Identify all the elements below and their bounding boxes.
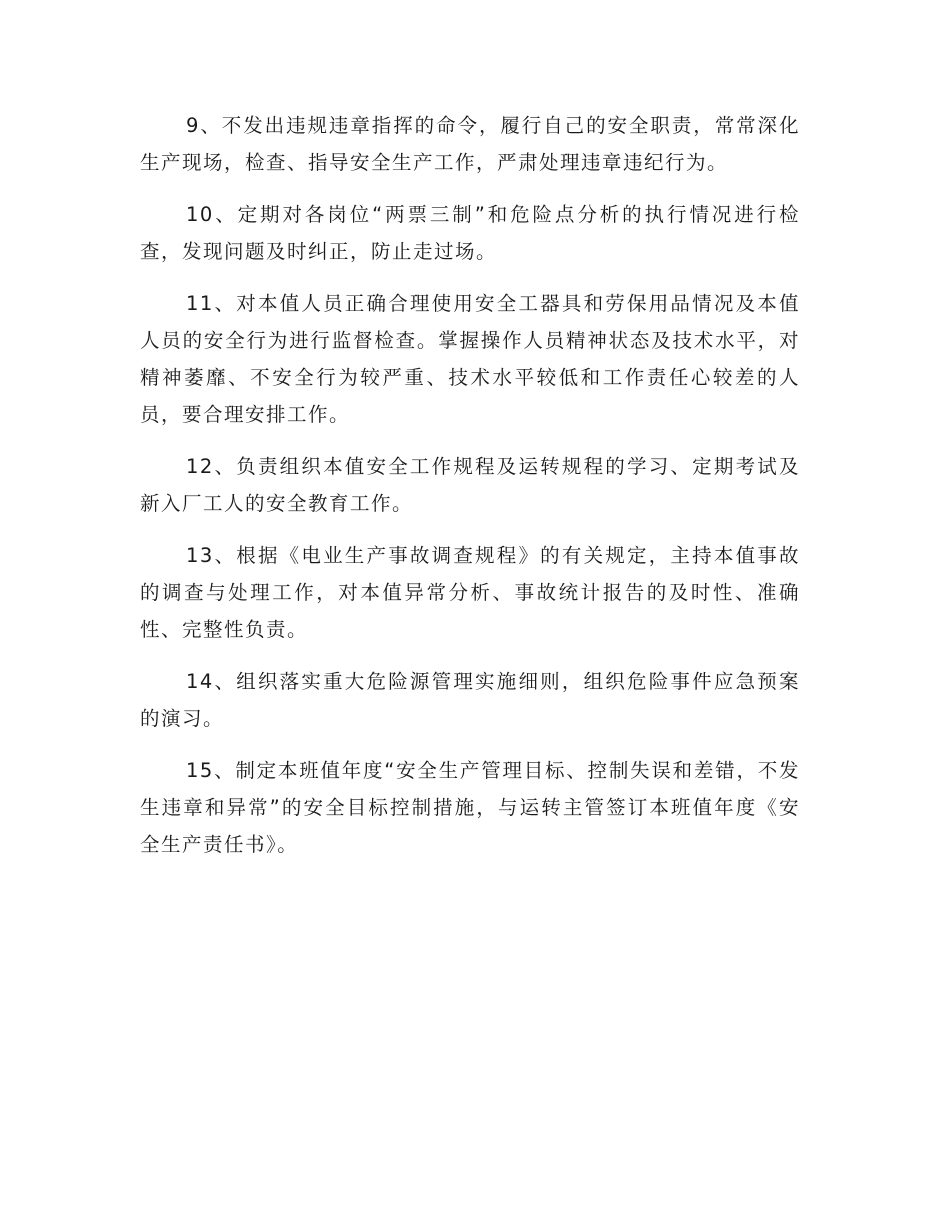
paragraph-item-15: 15、制定本班值年度“安全生产管理目标、控制失误和差错，不发生违章和异常”的安全目标控制措施，与运转主管签订本班值年度《安全生产责任书》。 [140,759,800,856]
paragraph-item-12: 12、负责组织本值安全工作规程及运转规程的学习、定期考试及新入厂工人的安全教育工作。 [140,455,800,515]
document-body [140,107,800,878]
paragraph-item-14: 14、组织落实重大危险源管理实施细则，组织危险事件应急预案的演习。 [140,670,800,730]
paragraph-item-10: 10、定期对各岗位“两票三制”和危险点分析的执行情况进行检查，发现问题及时纠正，防止走过场。 [140,203,800,263]
paragraph-item-13: 13、根据《电业生产事故调查规程》的有关规定，主持本值事故的调查与处理工作，对本值异常分析、事故统计报告的及时性、准确性、完整性负责。 [140,544,800,641]
paragraph-item-9: 9、不发出违规违章指挥的命令，履行自己的安全职责，常常深化生产现场，检查、指导安全生产工作，严肃处理违章违纪行为。 [140,114,800,174]
paragraph-item-11: 11、对本值人员正确合理使用安全工器具和劳保用品情况及本值人员的安全行为进行监督检查。掌握操作人员精神状态及技术水平，对精神萎靡、不安全行为较严重、技术水平较低和工作责任心较差的人员，要合理安排工作。 [140,292,800,426]
